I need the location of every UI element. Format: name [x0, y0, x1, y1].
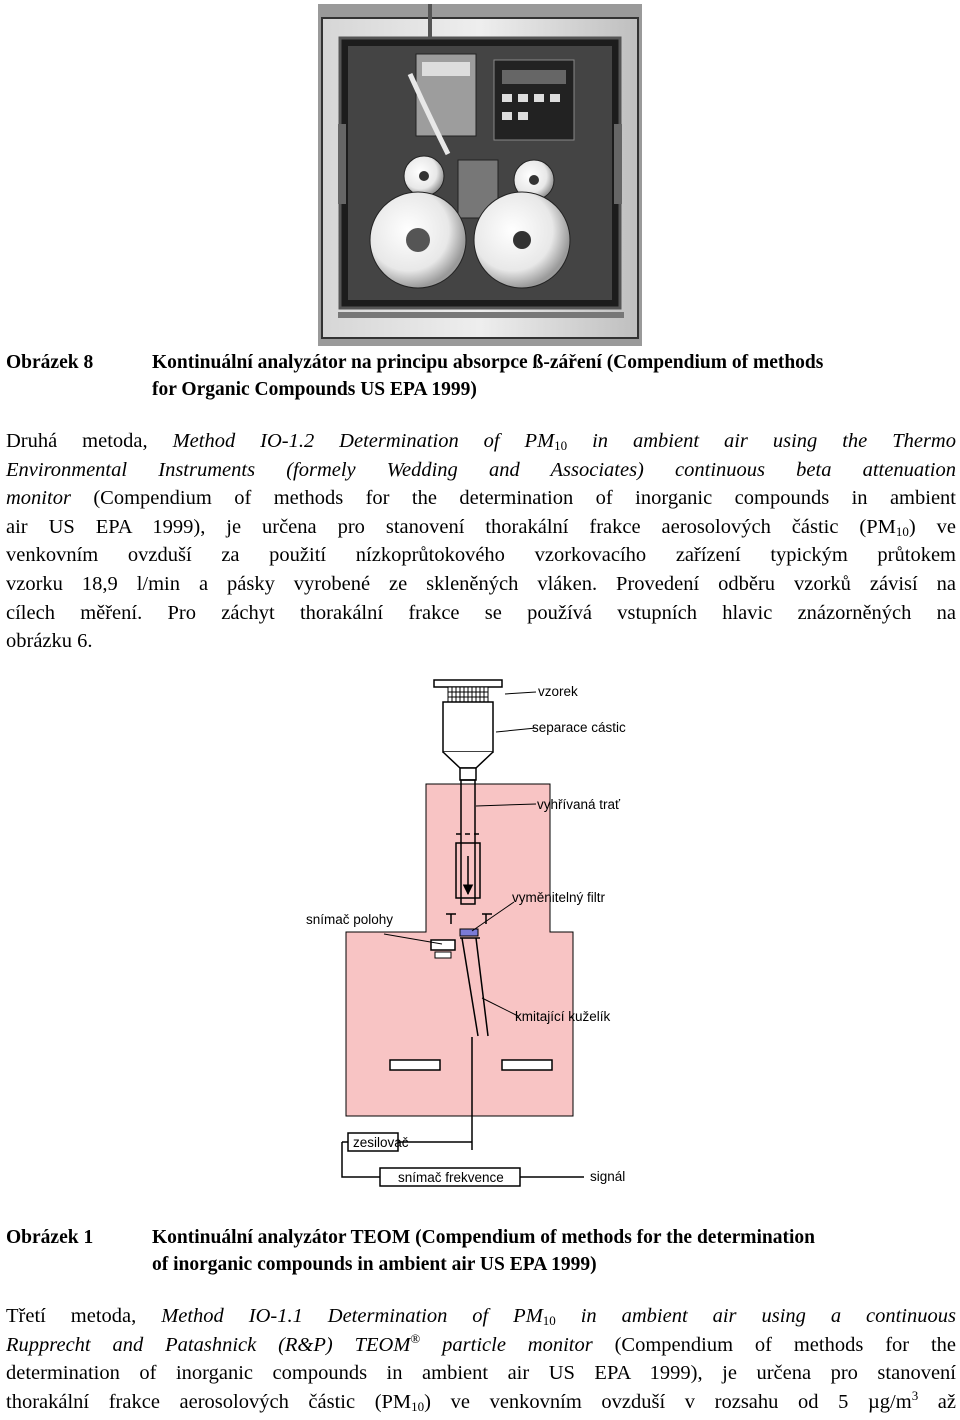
- paragraph-line: venkovním ovzduší za použití nízkoprůtokového vzorkovacího zařízení typickým průtokem: [6, 544, 956, 567]
- lower-plate-right: [502, 1060, 552, 1070]
- label-signal: signál: [590, 1169, 626, 1184]
- figure-1-caption-line1: Kontinuální analyzátor TEOM (Compendium of methods for the determination: [152, 1227, 816, 1248]
- inlet-neck: [460, 768, 476, 780]
- label-replaceable-filter: vyměnitelný filtr: [512, 890, 606, 905]
- paragraph-line: thorakální frakce aerosolových částic $(PM_{10})$ ve venkovním ovzduší v rozsahu od 5 $\mu g/m^3$ až: [6, 1387, 956, 1414]
- inlet-cone: [443, 752, 493, 768]
- position-sensor-block: [431, 940, 455, 950]
- lower-plate-left: [390, 1060, 440, 1070]
- inlet-cap: [434, 680, 502, 687]
- label-sample: vzorek: [538, 684, 578, 699]
- paragraph-line: monitor (Compendium of methods for the determination of inorganic compounds in ambient: [6, 487, 956, 510]
- figure-8-caption-line2: for Organic Compounds US EPA 1999): [152, 379, 477, 400]
- paragraph-line: Druhá metoda, Method IO-1.2 Determination of $PM_{10}$ in ambient air using the Thermo: [6, 430, 956, 453]
- figure-1-label: Obrázek 1: [6, 1227, 94, 1248]
- figure-8-caption-line1: Kontinuální analyzátor na principu absorpce ß-záření (Compendium of methods: [152, 352, 824, 373]
- paragraph-line: Environmental Instruments (formely Wedding and Associates) continuous beta attenuation: [6, 458, 956, 481]
- figure-8-label: Obrázek 8: [6, 352, 94, 373]
- paragraph-method-io-1-2: [6, 427, 956, 656]
- paragraph-line: air US EPA 1999), je určena pro stanovení thorakální frakce aerosolových částic $(PM_{10})$ ve: [6, 515, 956, 539]
- label-position-sensor: snímač polohy: [306, 912, 394, 927]
- paragraph-line: cílech měření. Pro záchyt thorakální frakce se používá vstupních hlavic znázorněných na: [6, 601, 956, 624]
- inlet-body: [443, 702, 493, 752]
- paragraph-line: vzorku 18,9 l/min a pásky vyrobené ze skleněných vláken. Provedení odběru vzorků závisí na: [6, 572, 956, 595]
- label-amplifier: zesilovač: [353, 1135, 409, 1150]
- paragraph-line: obrázku 6.: [6, 630, 93, 653]
- paragraph-line: determination of inorganic compounds in ambient air US EPA 1999), je určena pro stanovení: [6, 1362, 956, 1385]
- replaceable-filter: [460, 929, 478, 936]
- paragraph-line: Třetí metoda, Method IO-1.1 Determination of $PM_{10}$ in ambient air using a continuous: [6, 1305, 956, 1328]
- label-heated-line: vyhřívaná trať: [537, 797, 621, 812]
- figure-8-caption: [6, 349, 956, 405]
- paragraph-method-io-1-1: [6, 1302, 956, 1416]
- label-particle-separation: separace cástic: [532, 720, 626, 735]
- analyzer-photo: [318, 4, 642, 346]
- teom-diagram: [300, 676, 660, 1188]
- label-frequency-sensor: snímač frekvence: [398, 1170, 504, 1185]
- figure-1-caption: [6, 1224, 956, 1280]
- inlet-grille: [448, 687, 488, 702]
- label-oscillating-cone: kmitající kuželík: [515, 1009, 611, 1024]
- paragraph-line: Rupprecht and Patashnick (R&P) TEOM® particle monitor (Compendium of methods for the: [6, 1330, 957, 1356]
- figure-1-caption-line2: of inorganic compounds in ambient air US EPA 1999): [152, 1254, 597, 1275]
